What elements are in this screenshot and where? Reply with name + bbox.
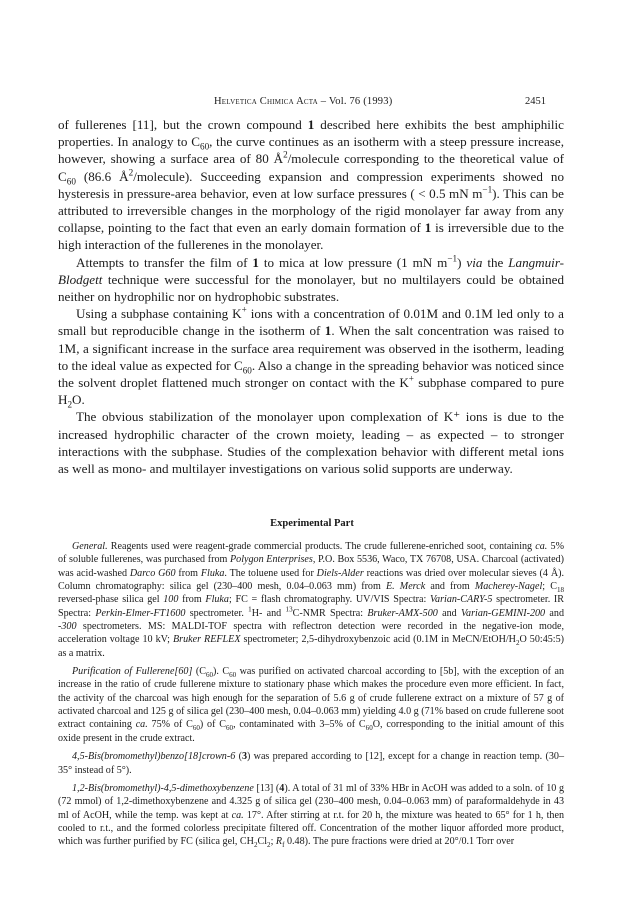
section-title-experimental: Experimental Part [270, 518, 354, 529]
journal-volume: – Vol. 76 (1993) [317, 96, 393, 107]
running-head [214, 96, 392, 107]
experimental-text [58, 540, 564, 854]
paragraph-1: of fullerenes [11], but the crown compound 1 described here exhibits the best amphiphilic properties. In analogy to $C_{60}$, the curve continues as an isotherm with a steep pressure increase, however, showing a surface area of 80 $Å^2$/molecule corresponding to the theoretical value of $C_{60}$ (86.6 $Å^2/molecule$). Succeeding expansion and compression experiments showed no hysteresis in pressure-area behavior, even at low surface pressures ( < 0.5 mN $m^{-1}$). This can be attributed to irreversible changes in the morphology of the rigid monolayer far away from any collapse, pointing to the fact that even an early domain formation of 1 is irreversible due to the high interaction of the fullerenes in the monolayer. [58, 117, 564, 253]
exp-paragraph-purification: Purification of Fullerene[60] $(C_{60})$. $C_{60}$ was purified on activated charcoal according to [5b], with the exception of an increase in the ratio of crude fullerene mixture to stationary phase which makes the procedure even more efficient. In fact, the activity of the charcoal was high enough for the separation of 5.6 g of crude fullerene extract on a mixture of 57 g of activated charcoal and 125 g of silica gel (230–400 mesh, 0.04–0.063 mm) yielding 4.0 g (71% based on crude fullerene soot extract containing ca. 75% of $C_{60}$) of $C_{60}$, contaminated with 3–5% of $C_{60}O$, corresponding to the initial amount of this oxide present in the crude extract. [58, 666, 565, 744]
main-body-text [58, 116, 564, 477]
page-number: 2451 [525, 96, 546, 107]
paragraph-2: Attempts to transfer the film of 1 to mica at low pressure (1 mN $m^{-1}$) via the Langmuir-Blodgett technique were successful for the monolayer, but no multilayers could be obtained neither on hydrophilic nor on hydrophobic substrates. [58, 253, 565, 305]
journal-name: Helvetica Chimica Acta [214, 96, 318, 107]
exp-paragraph-general: General. Reagents used were reagent-grade commercial products. The crude fullerene-enriched soot, containing ca. 5% of soluble fullerenes, was purchased from Polygon Enterprises, P.O. Box 5536, Waco, TX 76708, USA. Charcoal (activated) was acid-washed Darco G60 from Fluka. The toluene used for Diels-Alder reactions was dried over molecular sieves (4 Å). Column chromatography: silica gel (230–400 mesh, 0.04–0.063 mm) from E. Merck and from Macherey-Nagel; $C_{18}$ reversed-phase silica gel 100 from Fluka; FC = flash chromatography. UV/VIS Spectra: Varian-CARY-5 spectrometer. IR Spectra: Perkin-Elmer-FT1600 spectrometer. $^1$H- and $^{13}$C-NMR Spectra: Bruker-AMX-500 and Varian-GEMINI-200 and -300 spectrometers. MS: MALDI-TOF spectra with reflectron detection were recorded in the negative-ion mode, acceleration voltage 10 kV; Bruker REFLEX spectrometer; 2,5-dihydroxybenzoic acid (0.1M in MeCN/$EtOH/H_2O$ 50:45:5) as a matrix. [58, 541, 565, 659]
exp-paragraph-dimethoxy: 1,2-Bis(bromomethyl)-4,5-dimethoxybenzene [13] (4). A total of 31 ml of 33% HBr in AcOH was added to a soln. of 10 g (72 mmol) of 1,2-dimethoxybenzene and 4.325 g of silica gel (230–400 mesh, 0.04–0.063 mm) of paraformaldehyde in 43 ml of AcOH, while the temp. was kept at ca. 17°. After stirring at r.t. for 20 h, the mixture was heated to 65° for 1 h, then cooled to r.t., and the formed colorless precipitate filtered off. Concentration of the mother liquor afforded more product, which was further purified by FC (silica gel, $CH_2Cl_2$; $R_f$ 0.48). The pure fractions were dried at 20°/0.1 Torr over [58, 782, 564, 850]
paragraph-4: The obvious stabilization of the monolayer upon complexation of K⁺ ions is due to the increased hydrophilic character of the crown moiety, leading – as expected – to stronger interactions with the subphase. Studies of the complexation behavior with different metal ions as well as mono- and multilayer investigations on various solid supports are underway. [58, 409, 564, 477]
exp-paragraph-crown: 4,5-Bis(bromomethyl)benzo[18]crown-6 (3) was prepared according to [12], except for a change in reaction temp. (30–35° instead of 5°). [58, 751, 564, 776]
paragraph-3: Using a subphase containing K+ ions with a concentration of 0.01M and 0.1M led only to a small but reproducible change in the isotherm of 1. When the salt concentration was raised to 1M, a significant increase in the surface area requirement was observed in the isotherm, leading to the ideal value as expected for $C_{60}$. Also a change in the spreading behavior was noticed since the solvent droplet flattened much stronger on contact with the K+ subphase compared to pure $H_2O$. [58, 304, 564, 410]
